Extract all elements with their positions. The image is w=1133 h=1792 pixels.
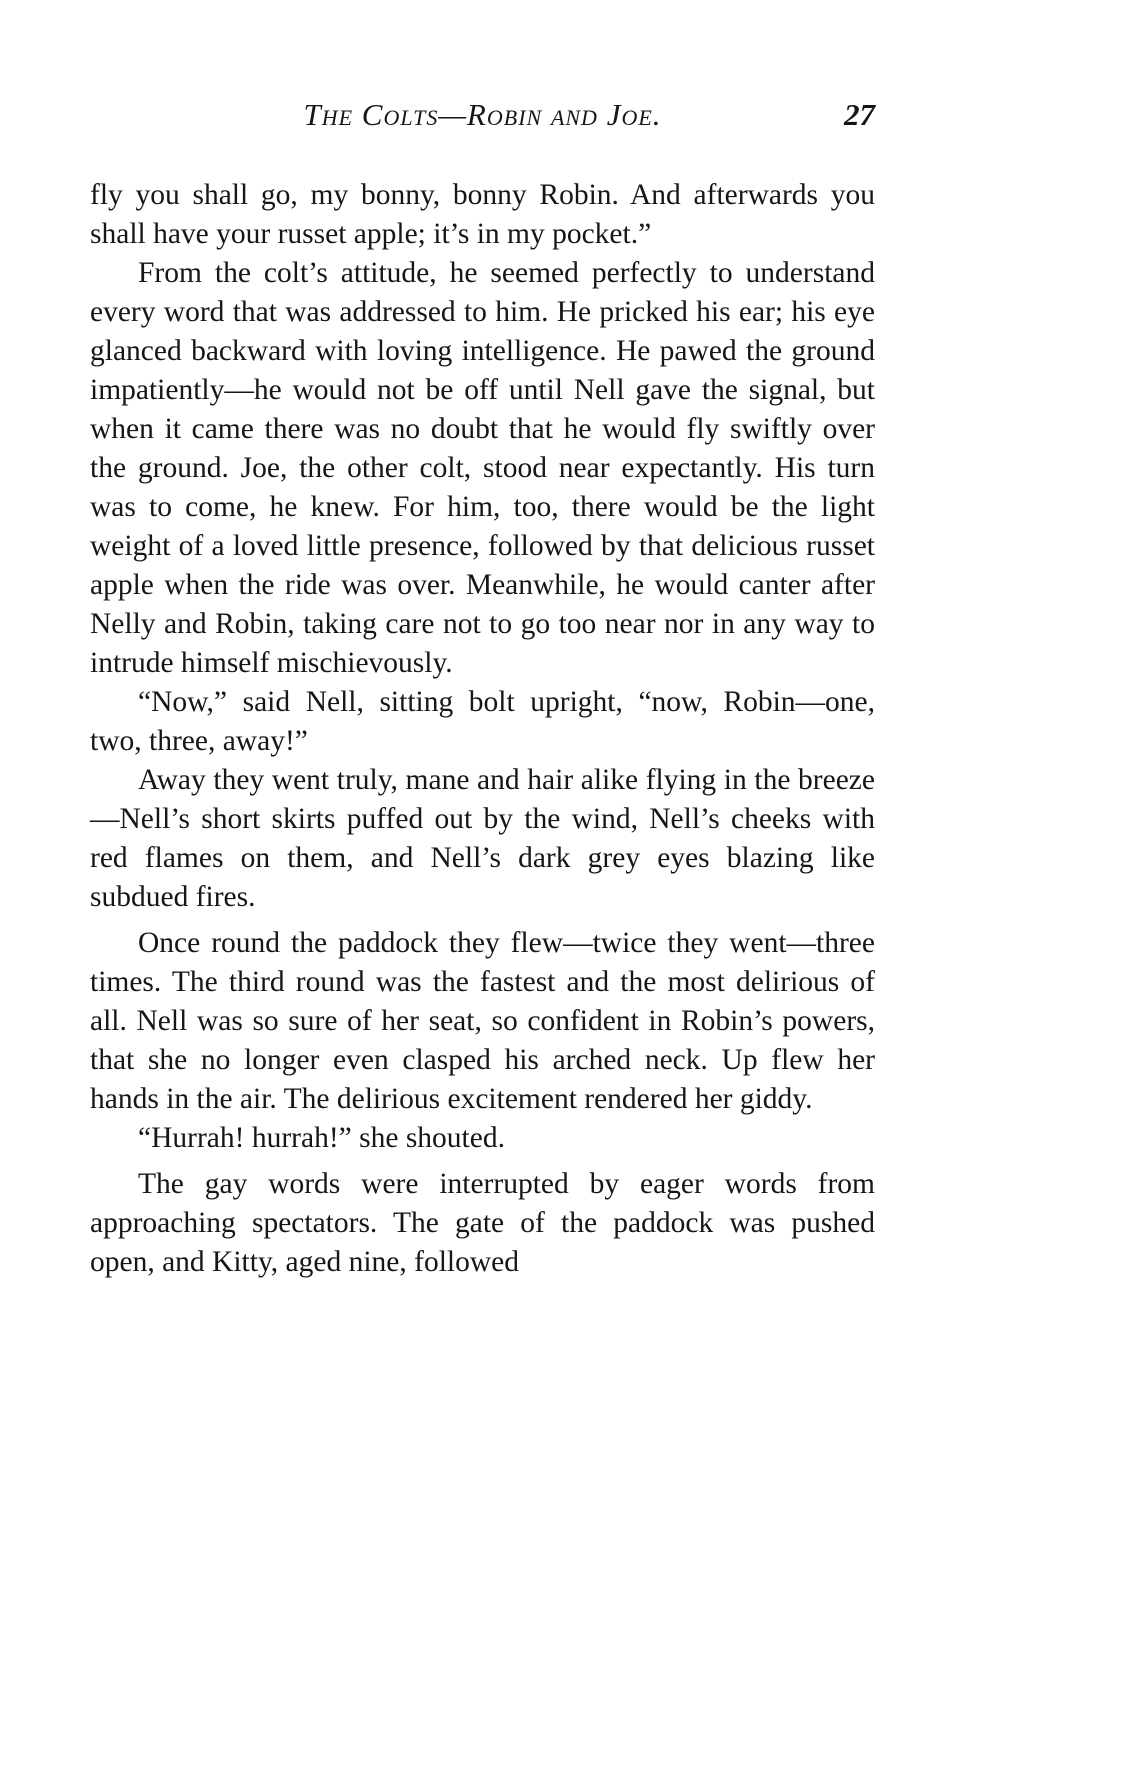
paragraph: Away they went truly, mane and hair alike flying in the breeze—Nell’s short skirts puffed out by the wind, Nell’s cheeks with red flames on them, and Nell’s dark grey eyes blazing like subdued fires.	[90, 764, 875, 913]
paragraph: “Now,” said Nell, sitting bolt upright, “now, Robin—one, two, three, away!”	[90, 686, 875, 757]
running-title: The Colts—Robin and Joe.	[303, 97, 662, 132]
body-text	[90, 176, 875, 1282]
paragraph: “Hurrah! hurrah!” she shouted.	[138, 1122, 505, 1154]
running-head	[90, 92, 875, 138]
paragraph: The gay words were interrupted by eager words from approaching spectators. The gate of the paddock was pushed open, and Kitty, aged nine, followed	[90, 1168, 875, 1278]
paragraph: From the colt’s attitude, he seemed perfectly to understand every word that was addressed to him. He pricked his ear; his eye glanced backward with loving intelligence. He pawed the ground impatiently—he would not be off until Nell gave the signal, but when it came there was no doubt that he would fly swiftly over the ground. Joe, the other colt, stood near expectantly. His turn was to come, he knew. For him, too, there would be the light weight of a loved little presence, followed by that delicious russet apple when the ride was over. Meanwhile, he would canter after Nelly and Robin, taking care not to go too near nor in any way to intrude himself mischievously.	[90, 257, 875, 679]
paragraph-continued: fly you shall go, my bonny, bonny Robin. And afterwards you shall have your russet apple; it’s in my pocket.”	[90, 179, 875, 250]
page-number: 27	[844, 97, 875, 132]
paragraph: Once round the paddock they flew—twice they went—three times. The third round was the fastest and the most delirious of all. Nell was so sure of her seat, so confident in Robin’s powers, that she no longer even clasped his arched neck. Up flew her hands in the air. The delirious excitement rendered her giddy.	[90, 927, 875, 1115]
